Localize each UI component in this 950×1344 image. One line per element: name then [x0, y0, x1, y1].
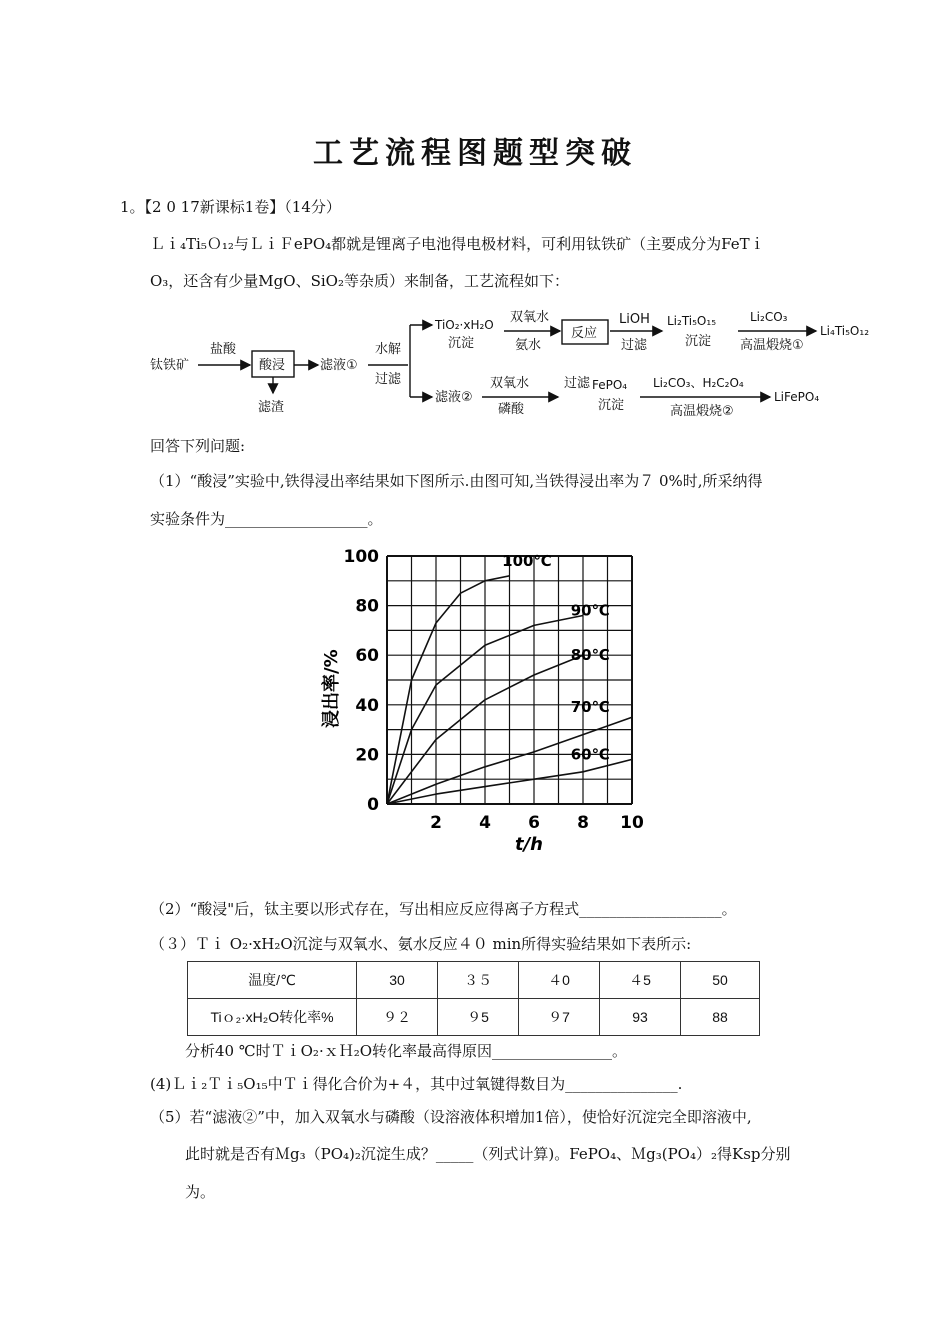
- flow-precip2: 沉淀: [685, 334, 712, 349]
- page-title: 工艺流程图题型突破: [313, 136, 637, 171]
- x-tick-label: 6: [528, 813, 540, 833]
- x-tick-label: 8: [577, 813, 589, 833]
- flow-h2o2-b: 双氧水: [490, 376, 530, 391]
- q5-line-2: 此时就是否有Ｍg₃（PO₄)₂沉淀生成？_____（列式计算)。FePO₄、Ｍg₃(PO₄）₂得Ksp分别: [185, 1145, 791, 1163]
- q5-line-1: （5）若“滤液②”中，加入双氧水与磷酸（设溶液体积增加1倍），使恰好沉淀完全即溶液中,: [150, 1108, 752, 1126]
- series-label: 60℃: [570, 745, 610, 764]
- table-cell: ９5: [438, 999, 519, 1036]
- flow-hydrolysis: 水解: [375, 342, 402, 357]
- flow-acid-leach-box: 酸浸: [259, 358, 286, 373]
- series-label: 100℃: [502, 551, 552, 570]
- table-header-rate: Tiｏ₂·xH₂O转化率%: [188, 999, 357, 1036]
- q2-line: （2）“酸浸"后，钛主要以形式存在，写出相应反应得离子方程式___________________。: [150, 900, 737, 918]
- answer-prompt: 回答下列问题:: [150, 437, 246, 455]
- table-cell: ３５: [438, 962, 519, 999]
- q1-line-2: 实验条件为___________________。: [150, 510, 383, 528]
- intro-line-2: O₃，还含有少量MgO、SiO₂等杂质）来制备，工艺流程如下：: [150, 272, 569, 290]
- series-label: 90℃: [570, 601, 610, 620]
- conversion-table: [187, 961, 760, 1036]
- y-tick-label: 20: [355, 745, 379, 766]
- q3-line: （３）Ｔｉ O₂·xH₂O沉淀与双氧水、氨水反应４０ min所得实验结果如下表所示:: [150, 935, 692, 953]
- x-tick-label: 2: [430, 813, 442, 833]
- flow-lifepo4: LiFePO₄: [774, 390, 820, 404]
- flow-hcl: 盐酸: [210, 342, 237, 357]
- chart-xlabel: t/h: [515, 834, 543, 855]
- flow-filtrate2: 滤液②: [435, 390, 473, 405]
- table-row: [188, 962, 760, 999]
- flow-tio2: TiO₂·xH₂O: [435, 318, 494, 332]
- flow-phosphoric: 磷酸: [498, 402, 525, 417]
- flow-li2ti5o15: Li₂Ti₅O₁₅: [667, 314, 717, 328]
- table-cell: ９7: [519, 999, 600, 1036]
- flow-li4ti5o12: Li₄Ti₅O₁₂: [820, 324, 870, 338]
- flow-h2o2: 双氧水: [510, 310, 550, 325]
- table-cell: 30: [357, 962, 438, 999]
- table-cell: 50: [681, 962, 760, 999]
- y-tick-label: 0: [367, 795, 379, 815]
- flow-precip: 沉淀: [448, 336, 475, 351]
- table-cell: 93: [600, 999, 681, 1036]
- series-label: 70℃: [570, 698, 610, 717]
- q3-analysis: 分析40 ℃时ＴｉO₂·ｘＨ₂O转化率最高得原因________________。: [185, 1042, 628, 1060]
- flow-ore: 钛铁矿: [150, 358, 190, 373]
- flow-calcine2: 高温煅烧②: [670, 404, 734, 419]
- flow-precip3: 沉淀: [598, 398, 625, 413]
- y-tick-label: 40: [355, 695, 379, 716]
- question-header: 1。【2 0 17新课标1卷】（14分）: [120, 198, 341, 216]
- series-line: [387, 576, 510, 804]
- table-header-temp: 温度/℃: [188, 962, 357, 999]
- flow-li2co3: Li₂CO₃: [750, 310, 788, 324]
- intro-line-1: Ｌｉ₄Ti₅Ｏ₁₂与ＬｉＦePO₄都就是锂离子电池得电极材料，可利用钛铁矿（主要成分为FeTｉ: [150, 235, 765, 253]
- series-label: 80℃: [570, 646, 610, 665]
- flow-filter: 过滤: [375, 372, 402, 387]
- table-cell: ４0: [519, 962, 600, 999]
- q4-line: (4)Ｌｉ₂Ｔｉ₅O₁₅中Ｔｉ得化合价为+４，其中过氧键得数目为_______________.: [150, 1075, 683, 1093]
- flow-ammonia: 氨水: [515, 338, 542, 353]
- q1-line-1: （1）“酸浸”实验中,铁得浸出率结果如下图所示.由图可知,当铁得浸出率为７ 0%时,所采纳得: [150, 472, 763, 490]
- y-tick-label: 60: [355, 646, 379, 667]
- flow-filter3: 过滤: [564, 376, 591, 391]
- flow-calcine1: 高温煅烧①: [740, 338, 804, 353]
- flow-li2co3-h2c2o4: Li₂CO₃、H₂C₂O₄: [653, 376, 744, 390]
- flow-lioh: LiOH: [619, 312, 650, 327]
- flow-filter2: 过滤: [621, 338, 648, 353]
- table-cell: ９２: [357, 999, 438, 1036]
- flow-reaction-box: 反应: [571, 326, 598, 341]
- table-cell: 88: [681, 999, 760, 1036]
- y-tick-label: 80: [355, 596, 379, 617]
- flow-fepo4: FePO₄: [592, 378, 628, 392]
- x-tick-label: 10: [620, 813, 644, 833]
- table-row: [188, 999, 760, 1036]
- table-cell: ４5: [600, 962, 681, 999]
- x-tick-label: 4: [479, 813, 491, 833]
- leach-rate-chart: [315, 538, 660, 858]
- flow-residue: 滤渣: [258, 400, 285, 415]
- chart-ylabel: 浸出率/%: [321, 649, 342, 728]
- q5-line-3: 为。: [185, 1183, 216, 1201]
- process-flow-diagram: [140, 303, 890, 423]
- y-tick-label: 100: [343, 547, 379, 567]
- flow-filtrate1: 滤液①: [320, 358, 358, 373]
